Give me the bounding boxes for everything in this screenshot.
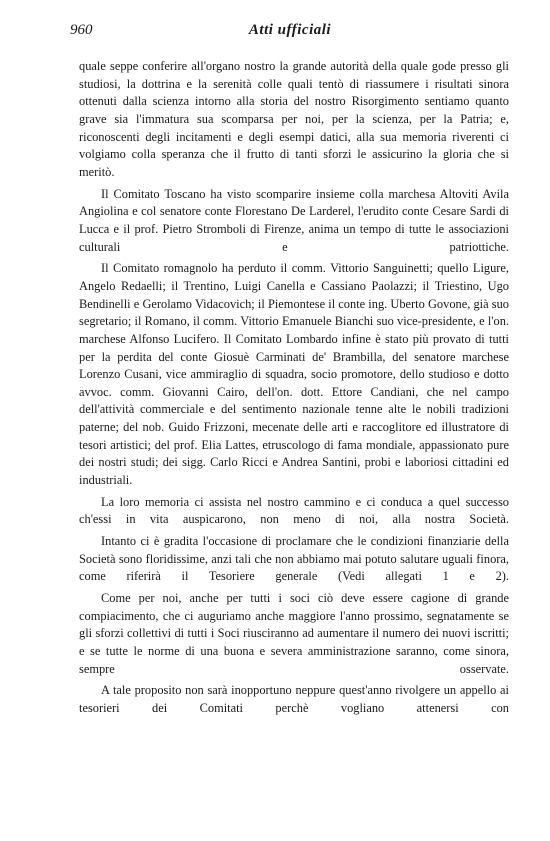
body-text xyxy=(79,58,509,722)
running-head: Atti ufficiali xyxy=(248,22,332,38)
paragraph-appello-tesorieri: A tale proposito non sarà inopportuno neppure quest'anno rivolgere un appello ai tesorieri dei Comitati perchè vogliano attenersi con xyxy=(79,683,509,715)
page-header xyxy=(70,22,510,44)
page-number: 960 xyxy=(70,22,93,38)
paragraph-memoria: La loro memoria ci assista nel nostro cammino e ci conduca a quel successo ch'essi in vita auspicarono, non meno di noi, alla nostra Società. xyxy=(79,494,509,527)
paragraph-comitato-toscano: Il Comitato Toscano ha visto scomparire insieme colla marchesa Altoviti Avila Angiolina e col senatore conte Florestano De Larderel, l'erudito conte Cesare Sardi di Lucca e il prof. Pietro Stromboli di Firenze, anima un tempo di tutte le associazioni culturali e patriottiche. xyxy=(79,186,509,254)
paragraph-comitato-romagnolo: Il Comitato romagnolo ha perduto il comm. Vittorio Sanguinetti; quello Ligure, Angelo Redaelli; il Trentino, Luigi Canella e Cassiano Paolazzi; il Triestino, Ugo Bendinelli e Gerolamo Vidacovich; il Piemontese il conte ing. Uberto Govone, già suo segretario; il Romano, il comm. Vittorio Emanuele Bianchi suo vice-presidente, e l'on. marchese Alfonso Lucifero. Il Comitato Lombardo infine è stato più provato di tutti per la perdita del conte Giosuè Carminati de' Brambilla, del senatore marchese Lorenzo Cusani, vice ammiraglio di squadra, socio promotore, dello studioso e dotto avvoc. comm. Giovanni Cairo, dell'on. dott. Ettore Candiani, che nel campo dell'attività commerciale e del sentimento nazionale tenne alte le nobili tradizioni paterne; del nob. Guido Frizzoni, mecenate delle arti e raccoglitore ed illustratore di tesori artistici; del prof. Elia Lattes, etruscologo di fama mondiale, appassionato pure dei nostri studi; dei sigg. Carlo Ricci e Andrea Santini, probi e laboriosi cittadini ed industriali. xyxy=(79,261,509,488)
paragraph-continuation: quale seppe conferire all'organo nostro la grande autorità della quale gode presso gli studiosi, la dottrina e la serenità colle quali tentò di riassumere i risultati sinora ottenuti dalla scienza intorno alla storia del nostro Risorgimento sentiamo quanto grave sia l'immatura sua scomparsa per noi, per la scienza, per la Patria; e, riconoscenti degli incitamenti e degli esempi datici, alla sua memoria riverenti ci volgiamo colla speranza che il frutto di tanti sforzi le assicurino la gloria che si meritò. xyxy=(79,59,509,179)
paragraph-compiacimento: Come per noi, anche per tutti i soci ciò deve essere cagione di grande compiacimento, che ci auguriamo anche maggiore l'anno prossimo, segnatamente se gli sforzi collettivi di tutti i Soci riusciranno ad aumentare il numero dei nuovi iscritti; e se tutte le norme di una buona e severa amministrazione saranno, come sinora, sempre osservate. xyxy=(79,591,509,676)
paragraph-condizioni-finanziarie: Intanto ci è gradita l'occasione di proclamare che le condizioni finanziarie della Società sono floridissime, anzi tali che non abbiamo mai potuto salutare uguali finora, come riferirà il Tesoriere generale (Vedi allegati 1 e 2). xyxy=(79,534,509,584)
